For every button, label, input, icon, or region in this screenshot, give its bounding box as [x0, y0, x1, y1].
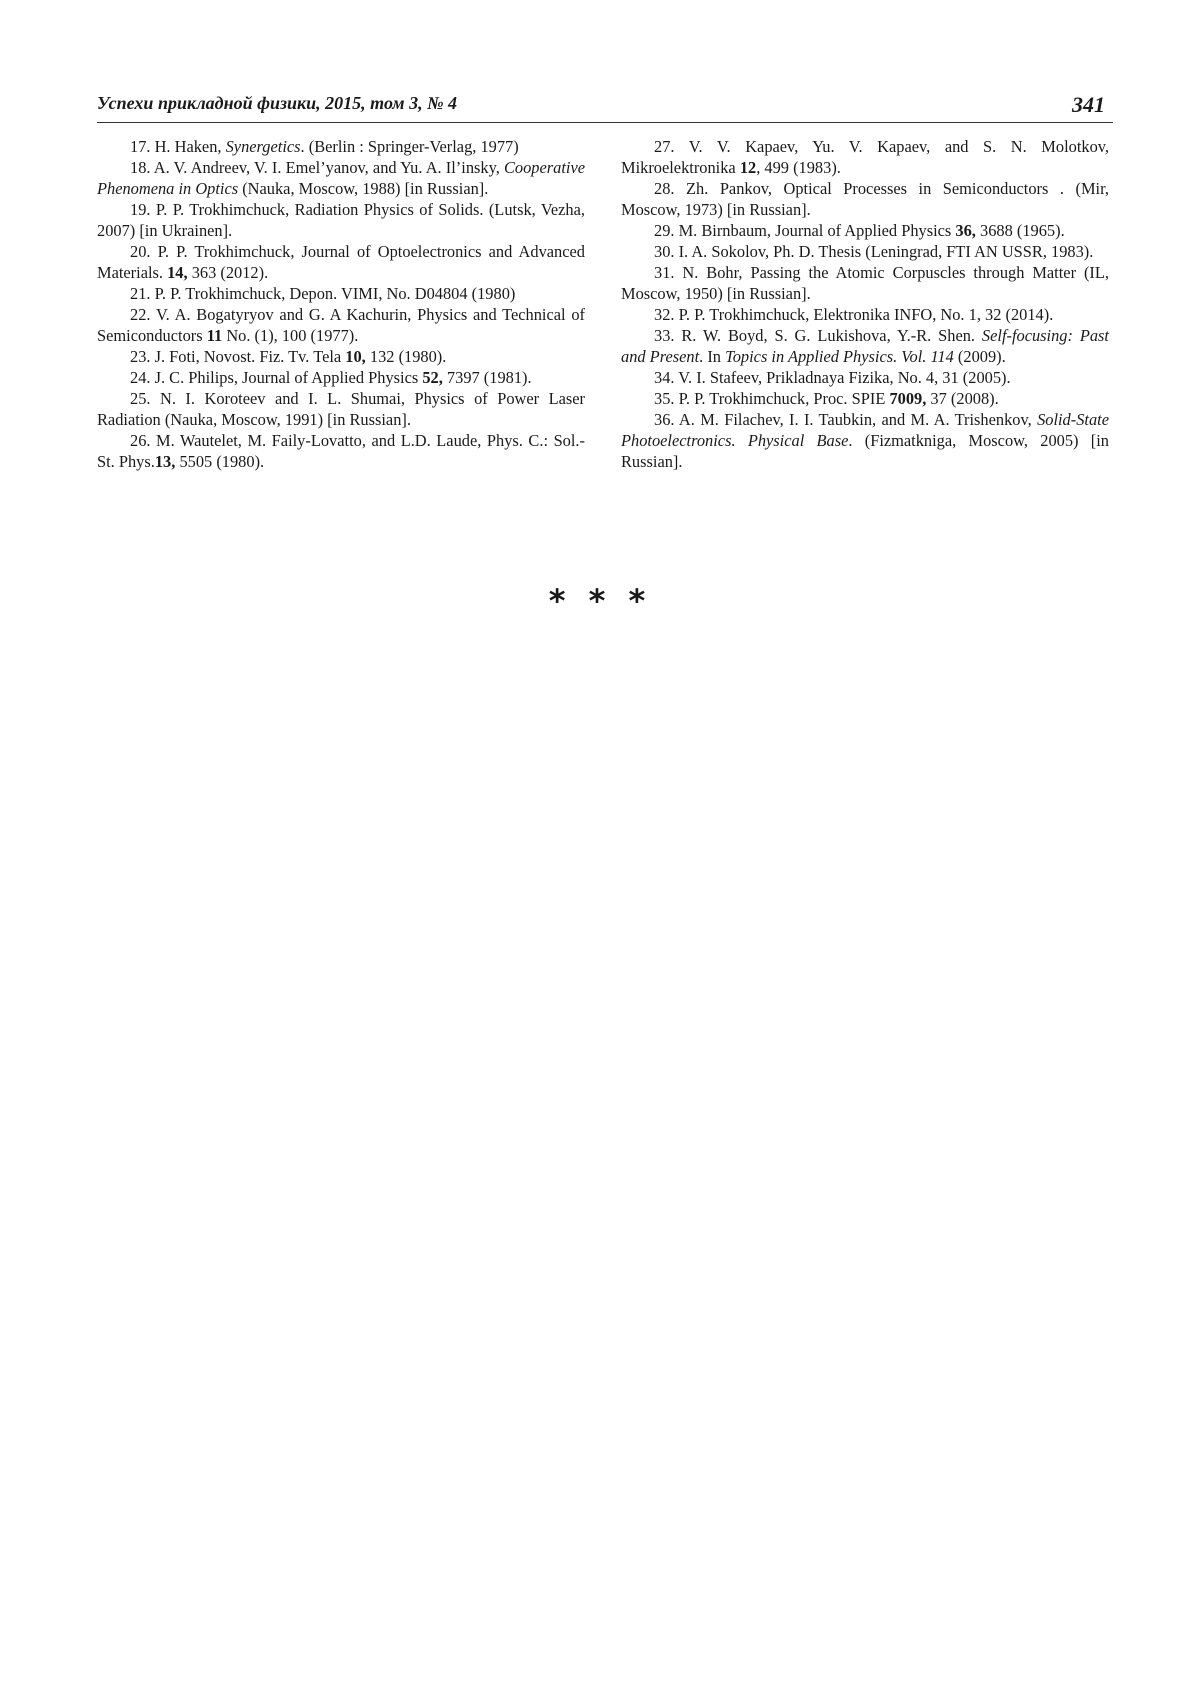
reference-item: 20. P. P. Trokhimchuck, Journal of Optoelectronics and Advanced Materials. 14, 363 (2012). [97, 242, 585, 282]
reference-item: 27. V. V. Kapaev, Yu. V. Kapaev, and S. N. Molotkov, Mikroelektronika 12, 499 (1983). [621, 137, 1109, 177]
reference-item: 19. P. P. Trokhimchuck, Radiation Physics of Solids. (Lutsk, Vezha, 2007) [in Ukrainen]. [97, 200, 585, 240]
reference-item: 21. P. P. Trokhimchuck, Depon. VIMI, No. D04804 (1980) [130, 284, 516, 303]
reference-item: 24. J. C. Philips, Journal of Applied Physics 52, 7397 (1981). [130, 368, 532, 387]
reference-item: 25. N. I. Koroteev and I. L. Shumai, Physics of Power Laser Radiation (Nauka, Moscow, 1991) [in Russian]. [97, 389, 585, 429]
reference-item: 18. A. V. Andreev, V. I. Emel’yanov, and Yu. A. Il’insky, Cooperative Phenomena in Optics (Nauka, Moscow, 1988) [in Russian]. [97, 158, 585, 198]
reference-item: 22. V. A. Bogatyryov and G. A Kachurin, Physics and Technical of Semiconductors 11 No. (1), 100 (1977). [97, 305, 585, 345]
reference-item: 31. N. Bohr, Passing the Atomic Corpuscles through Matter (IL, Moscow, 1950) [in Russian]. [621, 263, 1109, 303]
reference-item: 23. J. Foti, Novost. Fiz. Tv. Tela 10, 132 (1980). [130, 347, 447, 366]
reference-item: 30. I. A. Sokolov, Ph. D. Thesis (Leningrad, FTI AN USSR, 1983). [654, 242, 1094, 261]
reference-item: 28. Zh. Pankov, Optical Processes in Semiconductors . (Mir, Moscow, 1973) [in Russian]. [621, 179, 1109, 219]
reference-item: 29. M. Birnbaum, Journal of Applied Physics 36, 3688 (1965). [654, 221, 1065, 240]
reference-item: 35. P. P. Trokhimchuck, Proc. SPIE 7009, 37 (2008). [654, 389, 999, 408]
references-right-column [621, 136, 1109, 472]
reference-item: 17. H. Haken, Synergetics. (Berlin : Springer-Verlag, 1977) [130, 137, 519, 156]
reference-item: 32. P. P. Trokhimchuck, Elektronika INFO, No. 1, 32 (2014). [654, 305, 1054, 324]
references-left-column [97, 136, 585, 472]
reference-item: 34. V. I. Stafeev, Prikladnaya Fizika, No. 4, 31 (2005). [654, 368, 1011, 387]
reference-item: 36. A. M. Filachev, I. I. Taubkin, and M. A. Trishenkov, Solid-State Photoelectronics. Physical Base. (Fizmatkniga, Moscow, 2005) [in Russian]. [621, 410, 1109, 471]
section-separator: * * * [548, 582, 652, 620]
reference-item: 26. M. Wautelet, M. Faily-Lovatto, and L.D. Laude, Phys. C.: Sol.-St. Phys.13, 5505 (1980). [97, 431, 585, 471]
journal-title: Успехи прикладной физики, 2015, том 3, № 4 [97, 93, 458, 113]
reference-item: 33. R. W. Boyd, S. G. Lukishova, Y.-R. Shen. Self-focusing: Past and Present. In Topics in Applied Physics. Vol. 114 (2009). [621, 326, 1109, 366]
page-number: 341 [1072, 92, 1105, 117]
running-header [97, 88, 1113, 123]
